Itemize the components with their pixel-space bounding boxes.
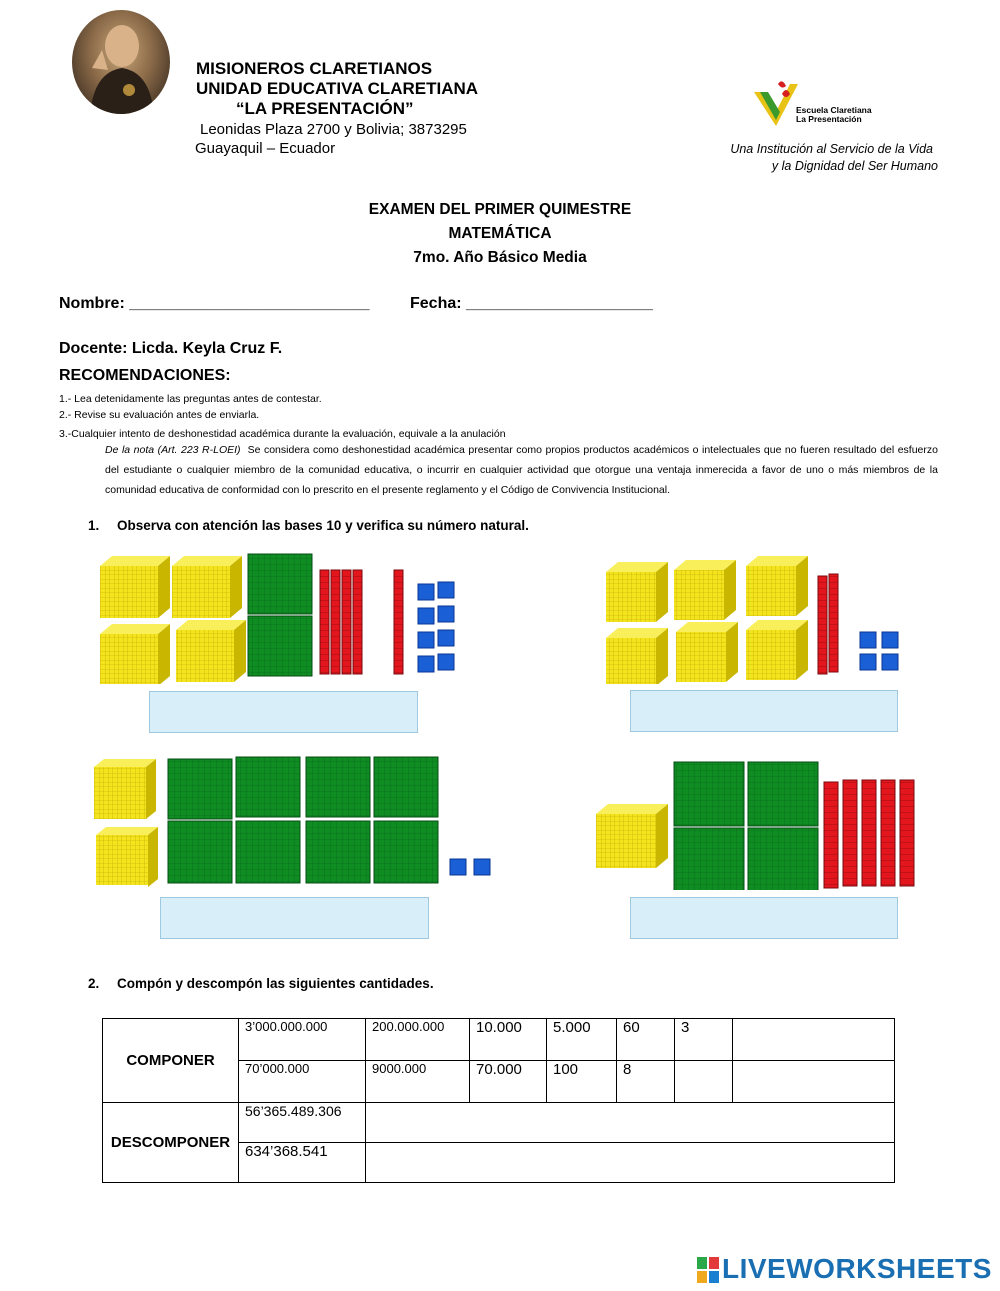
org-name: MISIONEROS CLARETIANOS [196,59,433,78]
thousand-cube [676,622,738,682]
thousand-cube [746,556,808,616]
ten-rod [353,570,362,674]
answer-cell-decompose-1[interactable] [366,1103,895,1143]
thousand-cube [606,628,668,684]
thousand-cube [746,620,808,680]
blocks-group-b [600,552,910,684]
name-field[interactable]: Nombre: ___________________________ [59,295,370,312]
thousand-cube [596,804,668,868]
question-1-text: Observa con atención las bases 10 y verifica su número natural. [117,518,529,533]
table-row [103,1103,895,1143]
unit-cube [418,632,434,648]
teacher-line: Docente: Licda. Keyla Cruz F. [59,340,283,357]
school-subname: “LA PRESENTACIÓN” [236,99,414,118]
table-cell: 3’000.000.000 [239,1019,366,1061]
compose-decompose-table [102,1018,895,1183]
table-cell [675,1061,733,1103]
school-address: Leonidas Plaza 2700 y Bolivia; 3873295 [200,121,467,138]
hundred-flat [374,821,438,883]
table-cell: 8 [617,1061,675,1103]
answer-cell-compose-2[interactable] [733,1061,895,1103]
unit-cube [438,606,454,622]
date-field[interactable]: Fecha: _____________________ [410,295,653,312]
question-1-number: 1. [88,518,100,533]
hundred-flat [306,757,370,817]
answer-box-b[interactable] [630,690,898,732]
table-cell: 10.000 [470,1019,547,1061]
blocks-group-a [96,552,506,684]
ten-rod [824,782,838,888]
academic-note [105,440,938,500]
hundred-flat [374,757,438,817]
recommendations-title: RECOMENDACIONES: [59,367,231,384]
recommendation-2: 2.- Revise su evaluación antes de enviarla. [59,409,260,421]
answer-box-c[interactable] [160,897,429,939]
ten-rod [342,570,351,674]
question-2-number: 2. [88,976,100,991]
thousand-cube [94,759,156,819]
hundred-flat [248,616,312,676]
hundred-flat [306,821,370,883]
blocks-group-c [90,755,510,887]
table-cell: 70’000.000 [239,1061,366,1103]
thousand-cube [674,560,736,620]
school-city: Guayaquil – Ecuador [195,140,336,157]
hundred-flat [248,554,312,614]
thousand-cube [172,556,242,618]
thousand-cube [606,562,668,622]
hundred-flat [748,828,818,890]
ten-rod [843,780,857,886]
blocks-group-d [592,758,922,890]
exam-grade: 7mo. Año Básico Media [413,249,587,266]
liveworksheets-logo-icon [697,1257,719,1283]
logo-text-2: La Presentación [796,114,862,124]
answer-box-a[interactable] [149,691,418,733]
table-cell: 200.000.000 [366,1019,470,1061]
unit-cube [438,654,454,670]
unit-cube [450,859,466,875]
table-cell: 100 [547,1061,617,1103]
ten-rod [394,570,403,674]
table-cell: 5.000 [547,1019,617,1061]
componer-label: COMPONER [103,1019,239,1103]
unit-cube [882,632,898,648]
table-cell: 9000.000 [366,1061,470,1103]
unit-cube [418,584,434,600]
unit-cube [474,859,490,875]
question-2-text: Compón y descompón las siguientes cantidades. [117,976,434,991]
hundred-flat [674,762,744,826]
hundred-flat [236,821,300,883]
school-logo [752,80,902,130]
hundred-flat [236,757,300,817]
table-cell: 56’365.489.306 [239,1103,366,1143]
ten-rod [862,780,876,886]
table-cell: 3 [675,1019,733,1061]
founder-portrait [72,10,170,114]
unit-cube [882,654,898,670]
note-text: Se considera como deshonestidad académica presentar como propios productos académicos o intelectuales que no fueren resultado del esfuerzo del estudiante o cualquier miembro de la comunidad educativa, o incurrir en cualquier actividad que otorgue una ventaja inmerecida a favor de uno o más miembros de la comunidad educativa de conformidad con lo prescrito en el presente reglamento y el Código de Convivencia Institucional. [105,444,938,496]
ten-rod [818,576,827,674]
note-reference: De la nota (Art. 223 R-LOEI) [105,444,241,456]
unit-cube [860,632,876,648]
table-cell: 634’368.541 [239,1143,366,1183]
unit-cube [438,582,454,598]
ten-rod [320,570,329,674]
answer-box-d[interactable] [630,897,898,939]
school-name: UNIDAD EDUCATIVA CLARETIANA [196,79,479,98]
answer-cell-compose-1[interactable] [733,1019,895,1061]
liveworksheets-brand[interactable]: LIVEWORKSHEETS [722,1253,992,1284]
descomponer-label: DESCOMPONER [103,1103,239,1183]
answer-cell-decompose-2[interactable] [366,1143,895,1183]
thousand-cube [100,556,170,618]
logo-text-1: Escuela Claretiana [796,105,872,115]
recommendation-1: 1.- Lea detenidamente las preguntas antes de contestar. [59,393,322,405]
hundred-flat [168,759,232,819]
thousand-cube [176,620,246,682]
table-cell: 70.000 [470,1061,547,1103]
exam-subject: MATEMÁTICA [448,225,552,242]
unit-cube [860,654,876,670]
unit-cube [418,608,434,624]
ten-rod [829,574,838,672]
recommendation-3: 3.-Cualquier intento de deshonestidad académica durante la evaluación, equivale a la anulación [59,428,506,440]
hundred-flat [168,821,232,883]
table-row [103,1019,895,1061]
motto-line-1: Una Institución al Servicio de la Vida [730,142,933,156]
hundred-flat [674,828,744,890]
thousand-cube [96,827,158,887]
unit-cube [418,656,434,672]
hundred-flat [748,762,818,826]
exam-title: EXAMEN DEL PRIMER QUIMESTRE [368,201,632,218]
ten-rod [331,570,340,674]
unit-cube [438,630,454,646]
table-cell: 60 [617,1019,675,1061]
ten-rod [900,780,914,886]
motto-line-2: y la Dignidad del Ser Humano [771,159,938,173]
ten-rod [881,780,895,886]
thousand-cube [100,624,170,684]
